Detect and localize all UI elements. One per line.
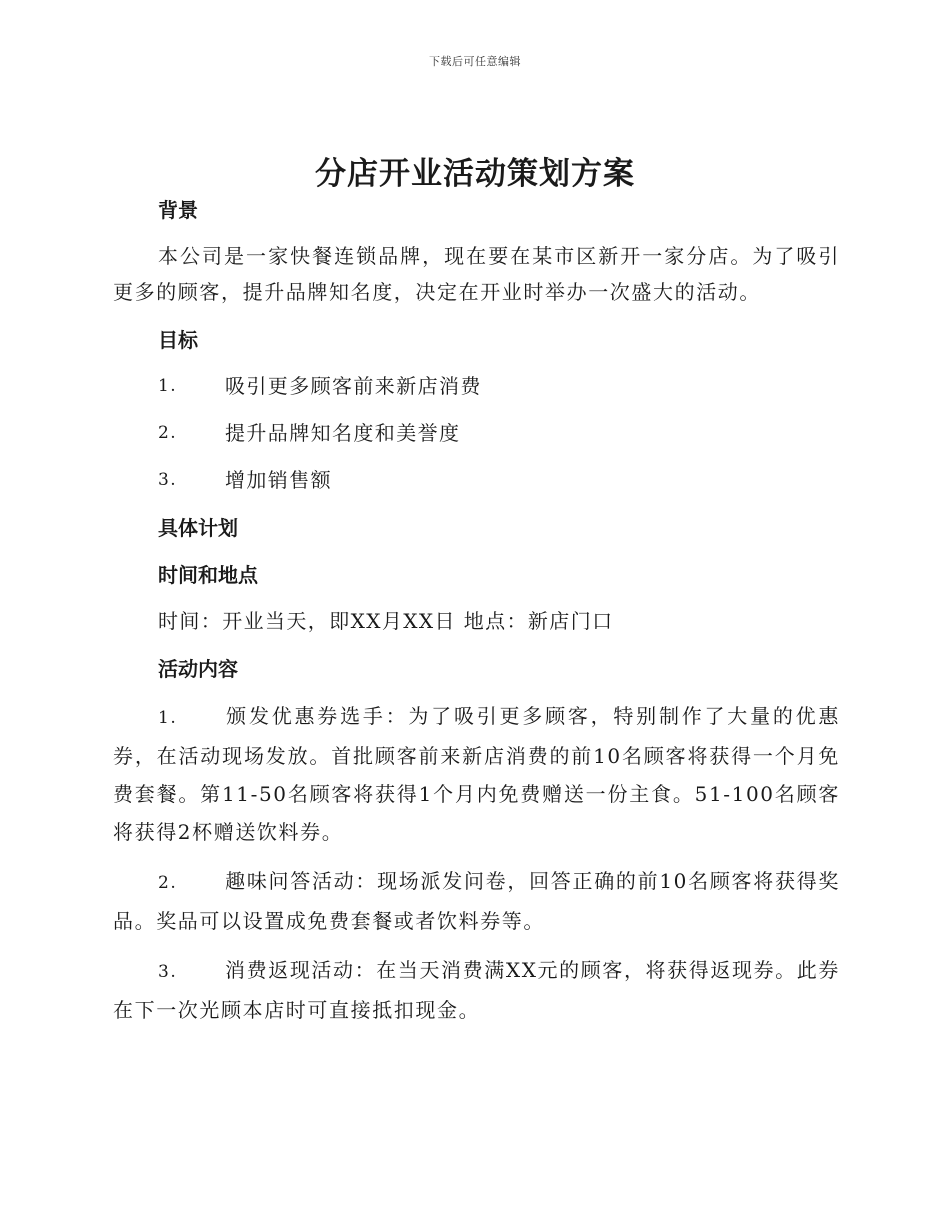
goal-item-number: 1. <box>158 376 178 396</box>
activity-item <box>113 697 840 851</box>
section-heading-plan: 具体计划 <box>158 516 238 540</box>
goal-item <box>158 415 840 451</box>
activity-item-number: 1. <box>158 708 178 728</box>
activity-item-text: 颁发优惠券选手：为了吸引更多顾客，特别制作了大量的优惠券，在活动现场发放。首批顾客前来新店消费的前10名顾客将获得一个月免费套餐。第11-50名顾客将获得1个月内免费赠送一份主食。51-100名顾客将获得2杯赠送饮料券。 <box>113 704 840 844</box>
section-heading-goals: 目标 <box>158 328 198 352</box>
header-note: 下载后可任意编辑 <box>429 55 521 68</box>
section-heading-background: 背景 <box>158 198 198 222</box>
goal-item <box>158 368 840 404</box>
goal-item-number: 3. <box>158 470 178 490</box>
activity-item-number: 3. <box>158 962 178 982</box>
activity-item <box>113 862 840 940</box>
section-heading-activities: 活动内容 <box>158 657 238 681</box>
activity-item-text: 趣味问答活动：现场派发问卷，回答正确的前10名顾客将获得奖品。奖品可以设置成免费套餐或者饮料券等。 <box>113 869 840 933</box>
goal-item-text: 吸引更多顾客前来新店消费 <box>225 374 482 398</box>
goal-item-text: 提升品牌知名度和美誉度 <box>225 421 461 445</box>
activity-item-number: 2. <box>158 873 178 893</box>
time-place-text: 时间：开业当天，即XX月XX日 地点：新店门口 <box>158 609 614 633</box>
document-title: 分店开业活动策划方案 <box>315 156 635 192</box>
goal-item <box>158 462 840 498</box>
activity-item <box>113 951 840 1029</box>
goal-item-number: 2. <box>158 423 178 443</box>
document-body <box>113 193 840 1029</box>
section-heading-time-place: 时间和地点 <box>158 563 258 587</box>
background-paragraph: 本公司是一家快餐连锁品牌，现在要在某市区新开一家分店。为了吸引更多的顾客，提升品牌知名度，决定在开业时举办一次盛大的活动。 <box>113 244 840 304</box>
activity-item-text: 消费返现活动：在当天消费满XX元的顾客，将获得返现券。此券在下一次光顾本店时可直接抵扣现金。 <box>113 958 840 1022</box>
goal-item-text: 增加销售额 <box>225 468 332 492</box>
